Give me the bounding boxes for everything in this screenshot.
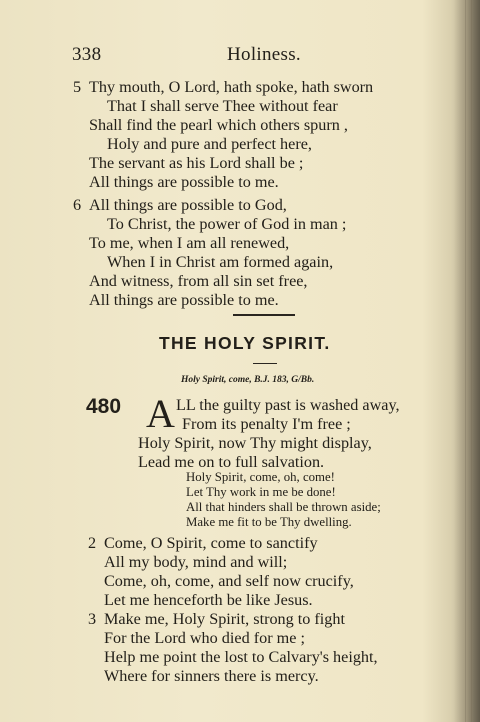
verse-number: 3	[88, 610, 97, 628]
section-rule	[233, 314, 295, 316]
verse-line: Help me point the lost to Calvary's height,	[104, 648, 378, 666]
verse-line: LL the guilty past is washed away,	[176, 396, 400, 414]
verse-number: 6	[73, 196, 82, 214]
verse-line: Holy Spirit, now Thy might display,	[138, 434, 372, 452]
verse-line: Where for sinners there is mercy.	[104, 667, 319, 685]
chorus-line: Holy Spirit, come, oh, come!	[186, 470, 335, 484]
verse-line: Lead me on to full salvation.	[138, 453, 325, 471]
verse-line: All things are possible to me.	[89, 291, 279, 309]
verse-line: When I in Christ am formed again,	[107, 253, 334, 271]
verse-line: All my body, mind and will;	[104, 553, 288, 571]
verse-line: For the Lord who died for me ;	[104, 629, 305, 647]
verse-line: And witness, from all sin set free,	[89, 272, 308, 290]
verse-line: Shall find the pearl which others spurn ,	[89, 116, 348, 134]
page-edge-line	[465, 0, 466, 722]
verse-line: The servant as his Lord shall be ;	[89, 154, 304, 172]
verse-line: Holy and pure and perfect here,	[107, 135, 312, 153]
page-edge-shadow	[454, 0, 480, 722]
verse-line: Let me henceforth be like Jesus.	[104, 591, 313, 609]
tune-info: Holy Spirit, come, B.J. 183, G/Bb.	[181, 375, 315, 385]
verse-line: All things are possible to me.	[89, 173, 279, 191]
verse-line: To me, when I am all renewed,	[89, 234, 290, 252]
verse-line: From its penalty I'm free ;	[182, 415, 351, 433]
running-title: Holiness.	[227, 44, 301, 65]
verse-number: 5	[73, 78, 82, 96]
verse-line: Come, O Spirit, come to sanctify	[104, 534, 318, 552]
page-number: 338	[72, 44, 102, 65]
section-rule-small	[253, 363, 277, 364]
chorus-line: All that hinders shall be thrown aside;	[186, 500, 381, 514]
section-title: THE HOLY SPIRIT.	[159, 333, 331, 353]
verse-line: All things are possible to God,	[89, 196, 287, 214]
verse-line: That I shall serve Thee without fear	[107, 97, 338, 115]
verse-number: 2	[88, 534, 97, 552]
verse-line: Come, oh, come, and self now crucify,	[104, 572, 354, 590]
chorus-line: Make me fit to be Thy dwelling.	[186, 515, 352, 529]
verse-line: Thy mouth, O Lord, hath spoke, hath sworn	[89, 78, 374, 96]
drop-cap: A	[146, 391, 175, 436]
verse-line: Make me, Holy Spirit, strong to fight	[104, 610, 345, 628]
page-edge-line	[471, 0, 472, 722]
hymn-number: 480	[86, 395, 122, 418]
chorus-line: Let Thy work in me be done!	[186, 485, 336, 499]
verse-line: To Christ, the power of God in man ;	[107, 215, 347, 233]
